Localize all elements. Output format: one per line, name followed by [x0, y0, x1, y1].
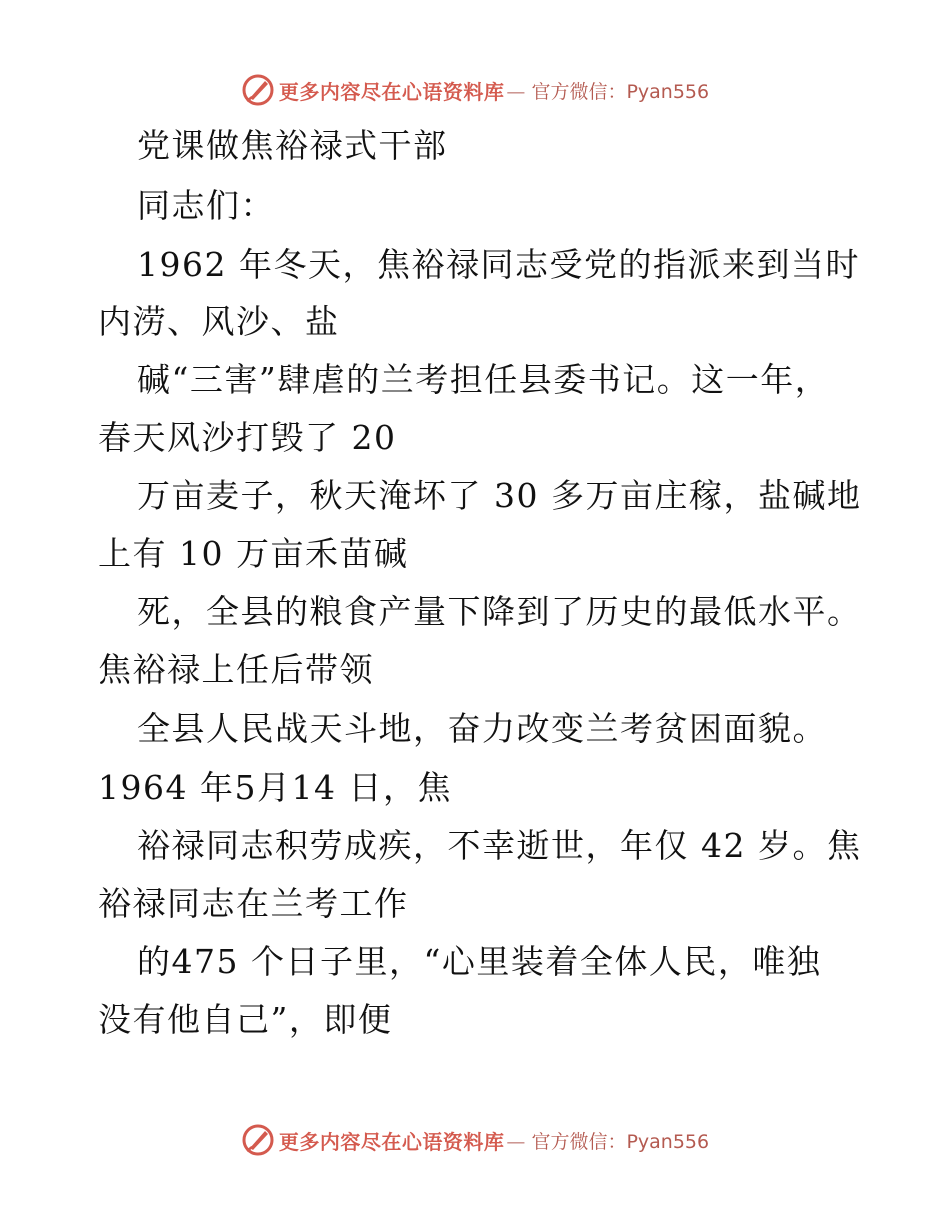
text-line: 裕禄同志积劳成疾，不幸逝世，年仅 42 岁。焦	[137, 826, 862, 865]
banner-wechat-text: 官方微信：Pyan556	[531, 80, 710, 103]
text-line: 全县人民战天斗地，奋力改变兰考贫困面貌。	[137, 709, 827, 748]
text-line: 1962 年冬天，焦裕禄同志受党的指派来到当时	[137, 245, 860, 284]
text-line: 没有他自己”，即便	[98, 1000, 393, 1039]
text-line: 内涝、风沙、盐	[98, 302, 340, 341]
quill-logo-icon	[241, 1123, 275, 1157]
footer-banner	[0, 1120, 950, 1160]
text-line: 万亩麦子，秋天淹坏了 30 多万亩庄稼，盐碱地	[137, 476, 862, 515]
text-line: 的475 个日子里，“心里装着全体人民，唯独	[137, 942, 822, 981]
banner-wechat-text: 官方微信：Pyan556	[531, 1130, 710, 1153]
banner-main-text: 更多内容尽在心语资料库	[278, 79, 505, 104]
text-line: 春天风沙打毁了 20	[98, 418, 397, 457]
text-line: 1964 年5月14 日，焦	[98, 768, 452, 807]
banner-separator: —	[506, 1130, 526, 1153]
text-line: 碱“三害”肆虐的兰考担任县委书记。这一年，	[137, 360, 830, 399]
banner-separator: —	[506, 80, 526, 103]
text-line: 同志们：	[137, 186, 275, 225]
document-title: 党课做焦裕禄式干部	[137, 126, 448, 165]
banner-main-text: 更多内容尽在心语资料库	[278, 1129, 505, 1154]
text-line: 焦裕禄上任后带领	[98, 650, 374, 689]
text-line: 死，全县的粮食产量下降到了历史的最低水平。	[137, 592, 862, 631]
text-line: 上有 10 万亩禾苗碱	[98, 534, 409, 573]
text-line: 裕禄同志在兰考工作	[98, 884, 409, 923]
